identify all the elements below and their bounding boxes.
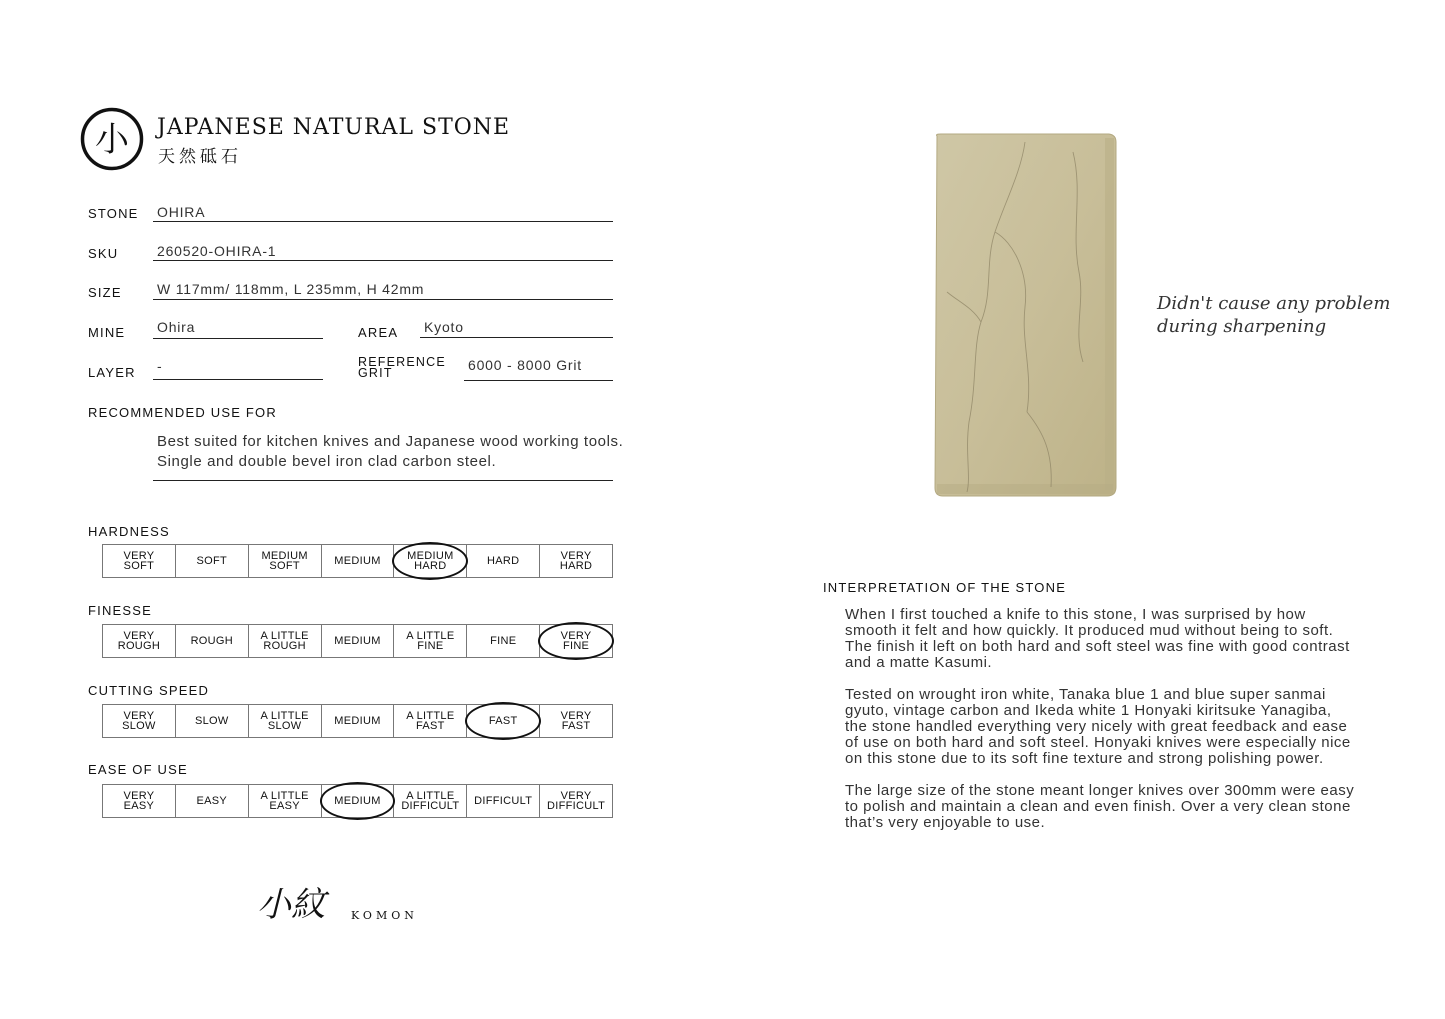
scale-option: [322, 785, 395, 817]
scale-option: [176, 705, 249, 737]
interpretation-paragraph: When I first touched a knife to this stone, I was surprised by how smooth it felt and how quickly. It produced mud without being to soft. The finish it left on both hard and soft steel was fine with good contrast and a matte Kasumi.: [845, 606, 1350, 671]
scale-option: [394, 785, 467, 817]
size-label: SIZE: [88, 285, 122, 300]
scale-option: [540, 705, 612, 737]
scale-option-text: VERY: [560, 550, 592, 562]
scale-option: [394, 625, 467, 657]
scale-option-label: [334, 556, 380, 566]
grit-underline: [464, 380, 613, 381]
scale-option: [394, 705, 467, 737]
scale-option-label: [191, 636, 233, 646]
scale-option-label: [489, 716, 518, 726]
mine-underline: [153, 338, 323, 339]
recommended-text: Best suited for kitchen knives and Japanese wood working tools. Single and double bevel iron clad carbon steel.: [157, 433, 624, 470]
scale-option-label: [406, 631, 454, 651]
scale-option-text: EASY: [196, 795, 228, 807]
scale-option-text: FAST: [416, 720, 445, 732]
size-underline: [153, 299, 613, 300]
scale-option: [322, 545, 395, 577]
scale-option-label: [406, 711, 454, 731]
layer-underline: [153, 379, 323, 380]
scale-option-text: SLOW: [122, 720, 156, 732]
scale-option-text: DIFFICULT: [401, 800, 460, 812]
scale-option-text: ROUGH: [263, 640, 306, 652]
scale-option-text: DIFFICULT: [547, 800, 606, 812]
interpretation-body: [845, 607, 1355, 847]
scale-option: [103, 625, 176, 657]
scale-option-label: [197, 556, 228, 566]
scale-option-label: [261, 631, 309, 651]
scale-option-text: VERY: [123, 630, 155, 642]
cutting-speed-scale: [102, 704, 613, 738]
scale-option: [394, 545, 467, 577]
scale-option-text: ROUGH: [190, 635, 234, 647]
scale-option: [176, 625, 249, 657]
scale-option: [176, 545, 249, 577]
grit-label: [358, 357, 446, 379]
stone-value: OHIRA: [157, 204, 206, 220]
scale-option: [322, 625, 395, 657]
scale-option-label: [118, 631, 160, 651]
scale-option-text: SLOW: [267, 720, 302, 732]
scale-option: [103, 545, 176, 577]
sku-underline: [153, 260, 613, 261]
grit-label-line1: REFERENCE: [358, 355, 446, 369]
logo-glyph: 小: [95, 120, 129, 160]
mine-value: Ohira: [157, 319, 196, 335]
scale-option-label: [334, 796, 380, 806]
interpretation-paragraph: Tested on wrought iron white, Tanaka blue 1 and blue super sanmai gyuto, vintage carbon and Ikeda white 1 Honyaki kiritsuke Yanagiba, the stone handled everything very nicely with great feedback and ease of use on both hard and soft steel. Honyaki knives were especially nice on this stone due to its soft fine texture and strong polishing power.: [845, 686, 1351, 767]
scale-option-text: ROUGH: [117, 640, 161, 652]
komon-glyphs: 小紋: [257, 885, 325, 925]
scale-option-text: A LITTLE: [406, 790, 455, 802]
grit-label-line2: GRIT: [358, 366, 393, 380]
scale-option-text: HARD: [559, 560, 593, 572]
scale-option-text: SLOW: [194, 715, 229, 727]
finesse-scale: [102, 624, 613, 658]
scale-option-text: FAST: [488, 715, 518, 727]
scale-option-label: [474, 796, 532, 806]
scale-option-text: A LITTLE: [260, 710, 309, 722]
brand-title: JAPANESE NATURAL STONE: [157, 115, 511, 140]
scale-option-text: VERY: [560, 630, 592, 642]
stone-note: [1157, 292, 1390, 338]
sku-value: 260520-OHIRA-1: [157, 243, 277, 259]
scale-option-text: DIFFICULT: [474, 795, 533, 807]
scale-option: [103, 785, 176, 817]
scale-option-label: [261, 791, 309, 811]
scale-option-label: [261, 711, 309, 731]
scale-option: [467, 785, 540, 817]
scale-option-label: [334, 636, 380, 646]
scale-option-text: FINE: [490, 635, 517, 647]
scale-option-label: [560, 551, 592, 571]
scale-option-text: VERY: [560, 790, 592, 802]
scale-option: [467, 705, 540, 737]
brand-logo-icon: [80, 107, 144, 171]
scale-option: [540, 625, 612, 657]
scale-option-text: MEDIUM: [334, 555, 381, 567]
hardness-scale: [102, 544, 613, 578]
scale-option-label: [407, 551, 453, 571]
recommended-label: RECOMMENDED USE FOR: [88, 405, 277, 420]
scale-option-label: [123, 551, 154, 571]
scale-option-text: FINE: [417, 640, 444, 652]
grit-value: 6000 - 8000 Grit: [468, 357, 582, 373]
scale-option-text: MEDIUM: [334, 635, 381, 647]
ease-of-use-title: EASE OF USE: [88, 762, 188, 777]
note-line2: during sharpening: [1157, 316, 1327, 337]
scale-option: [540, 785, 612, 817]
scale-option-label: [561, 631, 592, 651]
scale-option-text: SOFT: [196, 555, 228, 567]
scale-option-label: [490, 636, 516, 646]
cutting-speed-title: CUTTING SPEED: [88, 683, 210, 698]
scale-option-text: EASY: [269, 800, 300, 812]
finesse-title: FINESSE: [88, 603, 153, 618]
interpretation-paragraph: The large size of the stone meant longer knives over 300mm were easy to polish and maintain a clean and even finish. Over a very clean stone that’s very enjoyable to use.: [845, 782, 1355, 831]
scale-option: [540, 545, 612, 577]
scale-option-label: [487, 556, 519, 566]
komon-logo: [255, 878, 435, 926]
scale-option-text: VERY: [560, 710, 592, 722]
area-value: Kyoto: [424, 319, 464, 335]
scale-option-text: MEDIUM: [261, 550, 308, 562]
scale-option: [467, 625, 540, 657]
scale-option-text: FINE: [562, 640, 590, 652]
mine-label: MINE: [88, 325, 126, 340]
scale-option: [103, 705, 176, 737]
scale-option-text: VERY: [123, 790, 155, 802]
scale-option-text: FAST: [561, 720, 591, 732]
scale-option-text: VERY: [123, 550, 155, 562]
scale-option-label: [334, 716, 380, 726]
ease-of-use-scale: [102, 784, 613, 818]
scale-option: [176, 785, 249, 817]
scale-option-text: HARD: [414, 560, 447, 572]
scale-option: [249, 625, 322, 657]
stone-photo: [933, 132, 1117, 498]
scale-option-label: [197, 796, 228, 806]
stone-underline: [153, 221, 613, 222]
scale-option-label: [261, 551, 307, 571]
scale-option-text: MEDIUM: [334, 795, 381, 807]
scale-option-text: VERY: [123, 710, 155, 722]
scale-option-text: A LITTLE: [260, 630, 309, 642]
scale-option: [467, 545, 540, 577]
scale-option-label: [195, 716, 229, 726]
area-underline: [420, 337, 613, 338]
recommended-underline: [153, 480, 613, 481]
scale-option-text: MEDIUM: [407, 550, 454, 562]
size-value: W 117mm/ 118mm, L 235mm, H 42mm: [157, 281, 425, 297]
area-label: AREA: [358, 325, 399, 340]
scale-option-text: SOFT: [269, 560, 300, 572]
sku-label: SKU: [88, 246, 119, 261]
scale-option-label: [123, 791, 154, 811]
scale-option: [322, 705, 395, 737]
interpretation-title: INTERPRETATION OF THE STONE: [823, 580, 1067, 595]
scale-option-text: A LITTLE: [260, 790, 309, 802]
scale-option-label: [122, 711, 156, 731]
scale-option-text: A LITTLE: [406, 710, 455, 722]
scale-option-label: [547, 791, 605, 811]
scale-option-text: A LITTLE: [406, 630, 455, 642]
stone-label: STONE: [88, 206, 139, 221]
scale-option-text: HARD: [487, 555, 520, 567]
scale-option-text: MEDIUM: [334, 715, 381, 727]
scale-option: [249, 785, 322, 817]
scale-option: [249, 545, 322, 577]
scale-option-text: EASY: [123, 800, 155, 812]
scale-option: [249, 705, 322, 737]
hardness-title: HARDNESS: [88, 524, 170, 539]
note-line1: Didn't cause any problem: [1157, 293, 1391, 314]
scale-option-label: [561, 711, 592, 731]
brand-subtitle: 天然砥石: [158, 147, 242, 167]
layer-value: -: [157, 358, 163, 374]
scale-option-text: SOFT: [123, 560, 155, 572]
layer-label: LAYER: [88, 365, 136, 380]
komon-text: KOMON: [351, 909, 418, 922]
scale-option-label: [401, 791, 459, 811]
